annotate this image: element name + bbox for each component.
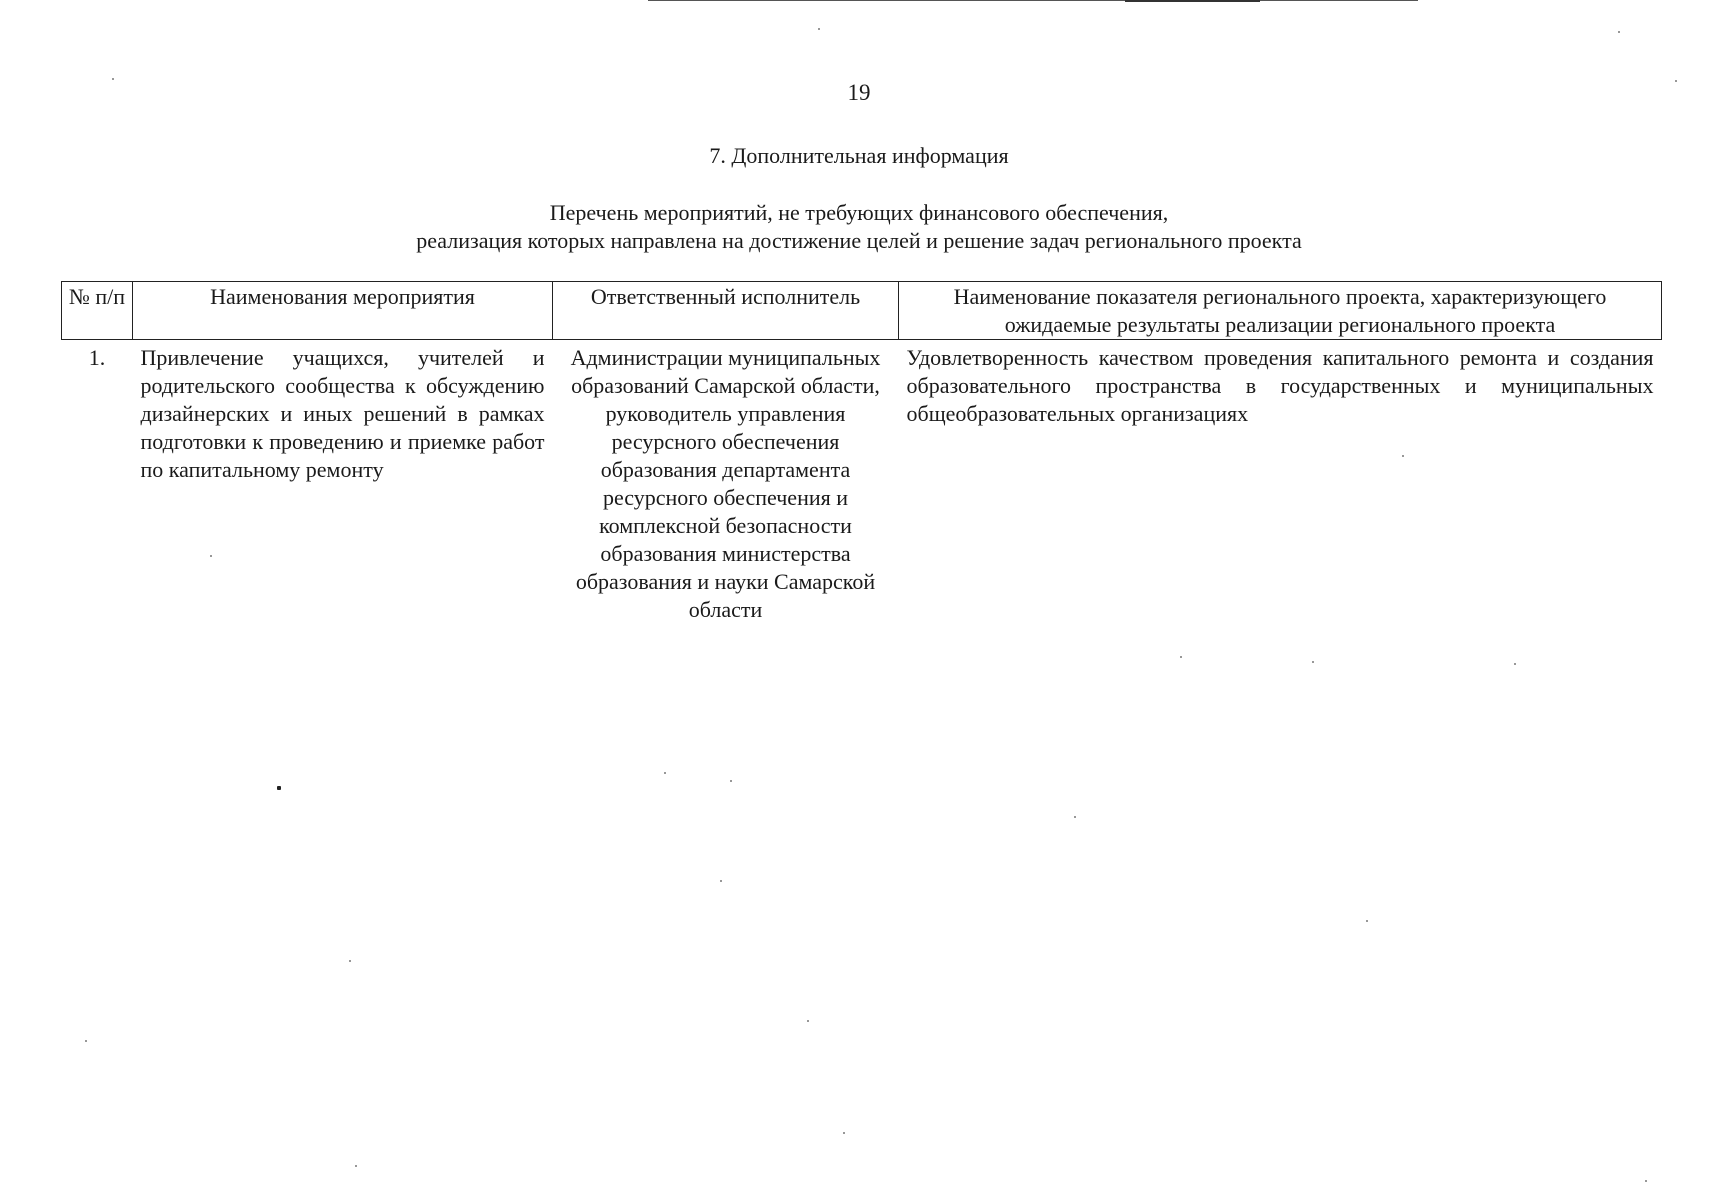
scan-speck bbox=[720, 880, 722, 882]
section-title: 7. Дополнительная информация bbox=[709, 143, 1009, 168]
scan-speck bbox=[1180, 656, 1182, 658]
scan-speck bbox=[807, 1020, 809, 1022]
row-measure-name: Привлечение учащихся, учителей и родительского сообщества к обсуждению дизайнерских и иных решений в рамках подготовки к проведению и приемке работ по капитальному ремонту bbox=[140, 345, 545, 482]
scan-speck bbox=[210, 555, 212, 557]
scan-edge-line bbox=[648, 0, 1418, 1]
header-row bbox=[62, 282, 1662, 340]
subtitle-line-2: реализация которых направлена на достижение целей и решение задач регионального проекта bbox=[416, 228, 1302, 253]
header-number: № п/п bbox=[62, 282, 133, 340]
table-header bbox=[62, 282, 1662, 340]
scan-speck bbox=[1645, 1180, 1647, 1182]
subtitle-line-1: Перечень мероприятий, не требующих финансового обеспечения, bbox=[549, 200, 1169, 225]
scan-speck bbox=[85, 1040, 87, 1042]
row-executor: Администрации муниципальных образований Самарской области, руководитель управления ресурсного обеспечения образования департамента ресурсного обеспечения и комплексной безопасности образования министерства образования и науки Самарской области bbox=[570, 345, 881, 622]
table-body bbox=[62, 340, 1662, 625]
scan-speck bbox=[1514, 663, 1516, 665]
scan-speck bbox=[1675, 80, 1677, 82]
scan-edge-mark bbox=[1125, 0, 1260, 2]
scan-speck bbox=[112, 78, 114, 80]
scan-speck bbox=[1366, 920, 1368, 922]
table-row bbox=[62, 340, 1662, 625]
scan-speck bbox=[1074, 816, 1076, 818]
scan-speck bbox=[843, 1132, 845, 1134]
page-number: 19 bbox=[847, 80, 871, 105]
measures-table bbox=[61, 281, 1662, 624]
scan-speck bbox=[355, 1165, 357, 1167]
scan-speck bbox=[1618, 31, 1620, 33]
header-measure-name: Наименования мероприятия bbox=[133, 282, 553, 340]
scan-speck bbox=[818, 28, 820, 30]
row-indicator: Удовлетворенность качеством проведения капитального ремонта и создания образовательного пространства в государственных и муниципальных общеобразовательных организациях bbox=[906, 345, 1654, 426]
scan-speck bbox=[1402, 455, 1404, 457]
scan-speck bbox=[277, 786, 281, 790]
scan-speck bbox=[664, 772, 666, 774]
scan-speck bbox=[1312, 661, 1314, 663]
scan-speck bbox=[349, 960, 351, 962]
header-indicator: Наименование показателя регионального проекта, характеризующего ожидаемые результаты реализации регионального проекта bbox=[899, 282, 1662, 340]
header-executor: Ответственный исполнитель bbox=[553, 282, 899, 340]
scan-speck bbox=[730, 780, 732, 782]
row-number: 1. bbox=[88, 345, 106, 370]
table-subtitle bbox=[0, 199, 1709, 255]
